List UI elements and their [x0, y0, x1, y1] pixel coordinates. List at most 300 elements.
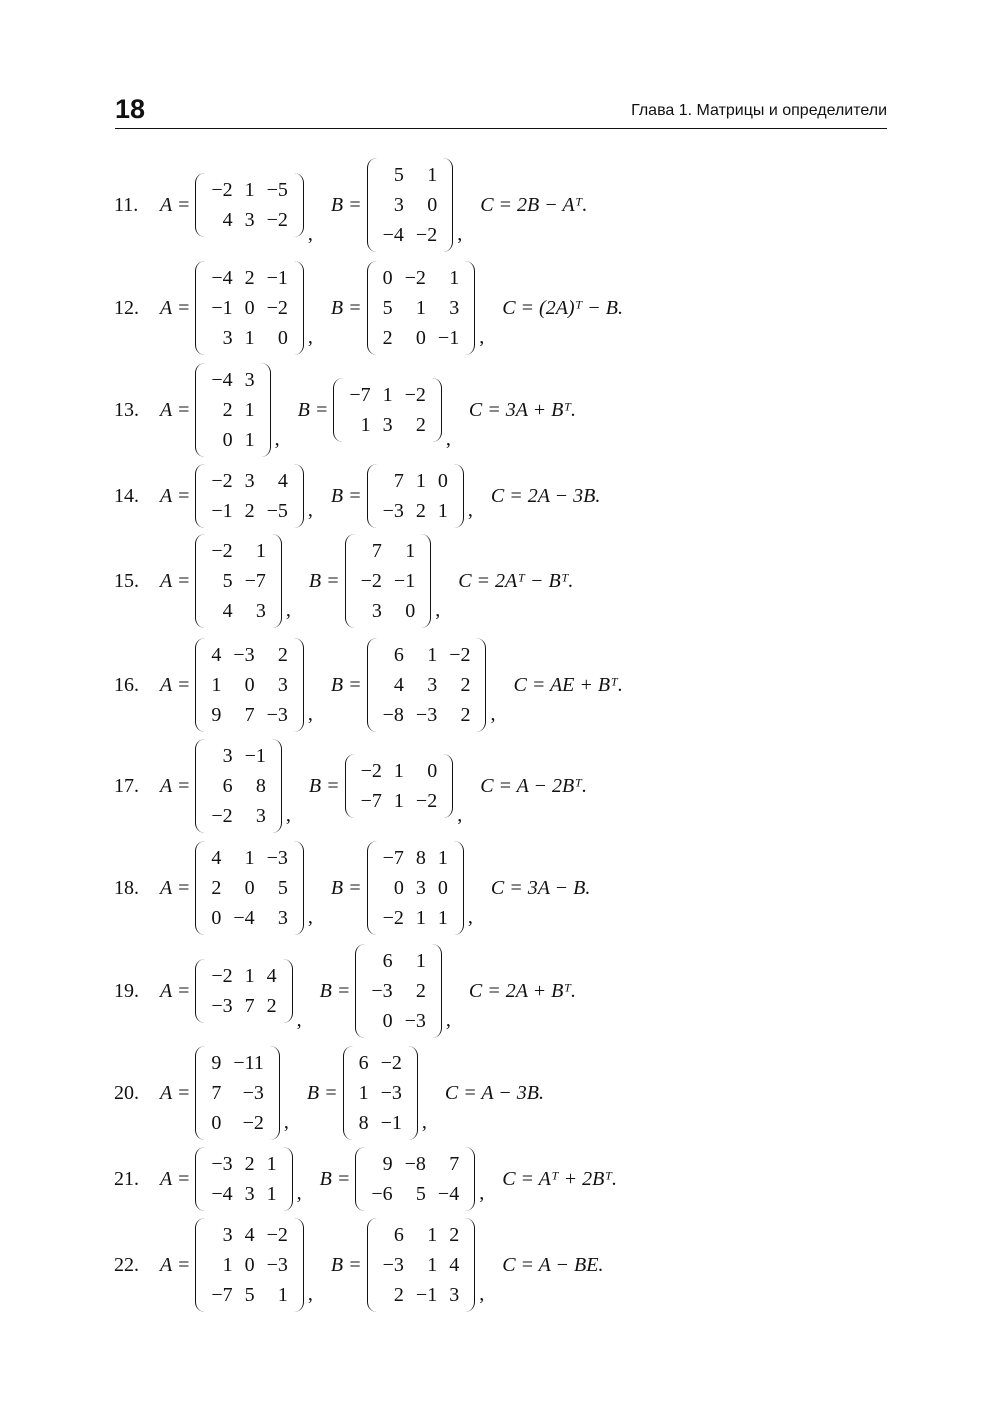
right-paren	[465, 1218, 475, 1312]
matrix-cell: 2	[266, 995, 277, 1017]
left-paren	[367, 1218, 377, 1312]
formula-c: C = 2A − 3B.	[490, 484, 601, 507]
matrix-cell: 3	[222, 327, 233, 349]
matrix-cell: 3	[427, 674, 438, 696]
right-paren	[272, 534, 282, 628]
matrix-b	[367, 464, 464, 528]
matrix-a-body	[205, 739, 272, 833]
matrix-cell: −1	[393, 570, 416, 592]
matrix-cell: 2	[277, 644, 288, 666]
matrix-cell: 6	[222, 775, 233, 797]
matrix-cell: −4	[437, 1183, 460, 1205]
matrix-b-body	[377, 1218, 466, 1312]
comma: ,	[445, 1009, 451, 1031]
right-paren	[454, 464, 464, 528]
comma: ,	[307, 703, 313, 725]
matrix-cell: 4	[222, 600, 233, 622]
comma: ,	[457, 804, 463, 826]
matrix-cell: 1	[437, 500, 448, 522]
problem-number: 13.	[114, 398, 139, 421]
matrix-cell: −7	[244, 570, 266, 592]
left-paren	[195, 363, 205, 457]
matrix-cell: −4	[233, 907, 255, 929]
problem-17	[114, 739, 587, 833]
comma: ,	[479, 326, 485, 348]
matrix-cell: 2	[382, 327, 393, 349]
matrix-cell: −4	[211, 1183, 233, 1205]
matrix-cell: 0	[382, 267, 393, 289]
left-paren	[195, 739, 205, 833]
matrix-cell: 3	[222, 1224, 233, 1246]
matrix-cell: 2	[244, 1153, 255, 1175]
matrix-b-body	[377, 841, 454, 935]
formula-c: C = 2A + Bᵀ.	[468, 979, 577, 1002]
matrix-cell: −8	[382, 704, 404, 726]
matrix-cell: 6	[393, 1224, 404, 1246]
matrix-b	[355, 944, 442, 1038]
matrix-cell: 0	[211, 1112, 222, 1134]
matrix-cell: 1	[211, 674, 222, 696]
comma: ,	[307, 1283, 313, 1305]
matrix-cell: −3	[242, 1082, 264, 1104]
matrix-cell: −4	[382, 224, 404, 246]
matrix-cell: 4	[222, 209, 233, 231]
matrix-cell: 1	[360, 414, 371, 436]
right-paren	[408, 1046, 418, 1140]
matrix-cell: 3	[415, 877, 426, 899]
matrix-a-body	[205, 1147, 282, 1211]
matrix-cell: 7	[449, 1153, 460, 1175]
matrix-cell: 1	[427, 1254, 438, 1276]
matrix-cell: 4	[244, 1224, 255, 1246]
matrix-b-label: B =	[330, 876, 362, 899]
matrix-cell: −1	[266, 267, 288, 289]
matrix-cell: 0	[382, 1010, 393, 1032]
matrix-cell: −2	[266, 209, 288, 231]
left-paren	[355, 944, 365, 1038]
matrix-cell: 3	[255, 805, 266, 827]
matrix-b	[367, 158, 454, 252]
matrix-cell: 3	[382, 414, 393, 436]
matrix-cell: 0	[244, 877, 255, 899]
comma: ,	[274, 428, 280, 450]
matrix-b-label: B =	[330, 673, 362, 696]
formula-c: C = 3A + Bᵀ.	[468, 398, 577, 421]
matrix-b-label: B =	[319, 979, 351, 1002]
matrix-a-label: A =	[160, 673, 191, 696]
problem-20	[114, 1046, 544, 1140]
matrix-cell: −1	[211, 297, 233, 319]
matrix-cell: 4	[393, 674, 404, 696]
matrix-cell: 3	[449, 1284, 460, 1306]
comma: ,	[285, 804, 291, 826]
matrix-cell: −4	[211, 369, 233, 391]
matrix-cell: 1	[449, 267, 460, 289]
matrix-cell: 1	[427, 644, 438, 666]
matrix-a-body	[205, 1046, 270, 1140]
left-paren	[345, 534, 355, 628]
matrix-cell: −2	[415, 224, 438, 246]
matrix-cell: 2	[415, 500, 426, 522]
matrix-cell: 3	[371, 600, 382, 622]
matrix-cell: −3	[266, 704, 288, 726]
matrix-cell: −2	[360, 760, 382, 782]
right-paren	[283, 1147, 293, 1211]
left-paren	[195, 638, 205, 732]
problem-19	[114, 944, 576, 1038]
matrix-cell: −1	[380, 1112, 402, 1134]
matrix-cell: −3	[382, 1254, 404, 1276]
left-paren	[367, 261, 377, 355]
left-paren	[355, 1147, 365, 1211]
matrix-cell: 3	[277, 674, 288, 696]
matrix-b-body	[353, 1046, 408, 1140]
matrix-cell: 1	[393, 760, 404, 782]
matrix-cell: −2	[380, 1052, 402, 1074]
matrix-b-label: B =	[308, 569, 340, 592]
matrix-b-label: B =	[330, 484, 362, 507]
matrix-a	[195, 464, 304, 528]
left-paren	[367, 841, 377, 935]
comma: ,	[467, 906, 473, 928]
problem-16	[114, 638, 623, 732]
right-paren	[454, 841, 464, 935]
matrix-cell: −3	[404, 1010, 426, 1032]
matrix-cell: −4	[211, 267, 233, 289]
matrix-cell: 8	[255, 775, 266, 797]
matrix-b-body	[365, 944, 432, 1038]
matrix-cell: 8	[358, 1112, 369, 1134]
matrix-cell: −2	[404, 267, 426, 289]
right-paren	[294, 841, 304, 935]
matrix-cell: −2	[449, 644, 471, 666]
matrix-a	[195, 841, 304, 935]
matrix-a-label: A =	[160, 1081, 191, 1104]
matrix-cell: −1	[211, 500, 233, 522]
matrix-b	[367, 841, 464, 935]
left-paren	[195, 841, 205, 935]
matrix-a	[195, 534, 282, 628]
matrix-cell: 7	[371, 540, 382, 562]
matrix-cell: −2	[211, 470, 233, 492]
comma: ,	[283, 1111, 289, 1133]
right-paren	[465, 261, 475, 355]
matrix-b	[367, 1218, 476, 1312]
matrix-cell: −2	[266, 1224, 288, 1246]
matrix-cell: −7	[211, 1284, 233, 1306]
left-paren	[195, 534, 205, 628]
matrix-cell: 1	[393, 790, 404, 812]
matrix-cell: 1	[255, 540, 266, 562]
matrix-cell: 2	[449, 1224, 460, 1246]
matrix-b-body	[377, 261, 466, 355]
matrix-cell: 3	[277, 907, 288, 929]
matrix-a-body	[205, 1218, 294, 1312]
left-paren	[195, 1046, 205, 1140]
matrix-b-body	[343, 378, 432, 442]
matrix-cell: 8	[415, 847, 426, 869]
formula-c: C = 2B − Aᵀ.	[480, 193, 588, 216]
problem-12	[114, 261, 623, 355]
matrix-cell: 7	[244, 995, 255, 1017]
matrix-cell: 4	[211, 847, 222, 869]
formula-c: C = A − 3B.	[444, 1081, 544, 1104]
problem-15	[114, 534, 573, 628]
matrix-cell: −7	[360, 790, 382, 812]
problem-11	[114, 158, 587, 252]
chapter-title: Глава 1. Матрицы и определители	[631, 102, 887, 119]
left-paren	[367, 638, 377, 732]
formula-c: C = A − BE.	[502, 1253, 604, 1276]
matrix-b-body	[365, 1147, 465, 1211]
matrix-cell: 3	[222, 745, 233, 767]
matrix-cell: −7	[382, 847, 404, 869]
matrix-a-body	[205, 841, 294, 935]
matrix-a-label: A =	[160, 774, 191, 797]
matrix-a-label: A =	[160, 484, 191, 507]
matrix-cell: 3	[244, 1183, 255, 1205]
matrix-a-label: A =	[160, 1167, 191, 1190]
matrix-cell: 0	[393, 877, 404, 899]
comma: ,	[435, 599, 441, 621]
matrix-cell: 0	[427, 760, 438, 782]
problem-22	[114, 1218, 603, 1312]
left-paren	[195, 1218, 205, 1312]
right-paren	[443, 158, 453, 252]
right-paren	[432, 944, 442, 1038]
matrix-b	[345, 534, 432, 628]
matrix-b-label: B =	[297, 398, 329, 421]
matrix-a-label: A =	[160, 979, 191, 1002]
matrix-cell: 0	[244, 297, 255, 319]
matrix-cell: 2	[393, 1284, 404, 1306]
matrix-cell: 5	[244, 1284, 255, 1306]
comma: ,	[307, 326, 313, 348]
matrix-cell: −2	[360, 570, 382, 592]
right-paren	[476, 638, 486, 732]
formula-c: C = AE + Bᵀ.	[513, 673, 623, 696]
matrix-a-label: A =	[160, 398, 191, 421]
matrix-cell: 7	[244, 704, 255, 726]
problem-number: 17.	[114, 774, 139, 797]
page-number: 18	[115, 94, 146, 124]
matrix-cell: 0	[437, 470, 448, 492]
comma: ,	[307, 499, 313, 521]
left-paren	[333, 378, 343, 442]
matrix-cell: 1	[427, 1224, 438, 1246]
comma: ,	[490, 703, 496, 725]
matrix-cell: −3	[233, 644, 255, 666]
matrix-cell: 4	[211, 644, 222, 666]
comma: ,	[296, 1009, 302, 1031]
left-paren	[345, 754, 355, 818]
right-paren	[421, 534, 431, 628]
formula-c: C = 3A − B.	[490, 876, 591, 899]
right-paren	[272, 739, 282, 833]
matrix-cell: −5	[266, 179, 288, 201]
matrix-cell: 7	[393, 470, 404, 492]
problem-13	[114, 363, 576, 457]
right-paren	[294, 261, 304, 355]
left-paren	[195, 464, 205, 528]
comma: ,	[457, 223, 463, 245]
matrix-cell: 0	[405, 600, 416, 622]
formula-c: C = (2A)ᵀ − B.	[502, 296, 624, 319]
matrix-cell: 1	[244, 847, 255, 869]
matrix-cell: 2	[244, 500, 255, 522]
matrix-a-body	[205, 638, 294, 732]
right-paren	[294, 638, 304, 732]
matrix-b	[345, 754, 454, 818]
matrix-a	[195, 1218, 304, 1312]
matrix-a	[195, 363, 270, 457]
matrix-cell: −3	[380, 1082, 402, 1104]
problem-number: 18.	[114, 876, 139, 899]
right-paren	[465, 1147, 475, 1211]
right-paren	[432, 378, 442, 442]
matrix-cell: −3	[371, 980, 393, 1002]
left-paren	[195, 173, 205, 237]
matrix-cell: 6	[358, 1052, 369, 1074]
problem-number: 20.	[114, 1081, 139, 1104]
problem-number: 16.	[114, 673, 139, 696]
matrix-cell: 5	[382, 297, 393, 319]
matrix-cell: 1	[415, 470, 426, 492]
matrix-a-label: A =	[160, 876, 191, 899]
matrix-cell: −2	[211, 179, 233, 201]
matrix-cell: −1	[415, 1284, 438, 1306]
matrix-b	[343, 1046, 418, 1140]
matrix-cell: −2	[266, 297, 288, 319]
matrix-a	[195, 1147, 292, 1211]
matrix-cell: 1	[427, 164, 438, 186]
matrix-b-label: B =	[330, 296, 362, 319]
matrix-b-label: B =	[330, 193, 362, 216]
comma: ,	[421, 1111, 427, 1133]
matrix-cell: 1	[415, 907, 426, 929]
problem-18	[114, 841, 590, 935]
matrix-a-body	[205, 464, 294, 528]
matrix-cell: 4	[449, 1254, 460, 1276]
matrix-cell: 1	[405, 540, 416, 562]
problem-number: 12.	[114, 296, 139, 319]
matrix-cell: −2	[404, 384, 426, 406]
matrix-cell: −1	[437, 327, 460, 349]
matrix-cell: 0	[244, 674, 255, 696]
matrix-cell: 5	[393, 164, 404, 186]
matrix-cell: 3	[255, 600, 266, 622]
matrix-cell: 1	[244, 399, 255, 421]
right-paren	[270, 1046, 280, 1140]
problem-number: 19.	[114, 979, 139, 1002]
matrix-cell: 0	[222, 429, 233, 451]
matrix-cell: −2	[211, 540, 233, 562]
matrix-cell: −3	[266, 847, 288, 869]
left-paren	[367, 464, 377, 528]
matrix-cell: −6	[371, 1183, 393, 1205]
matrix-b	[333, 378, 442, 442]
matrix-cell: 1	[222, 1254, 233, 1276]
matrix-b	[355, 1147, 475, 1211]
matrix-cell: 2	[244, 267, 255, 289]
matrix-cell: 6	[382, 950, 393, 972]
matrix-cell: 9	[382, 1153, 393, 1175]
matrix-cell: 2	[415, 980, 426, 1002]
matrix-cell: 0	[211, 907, 222, 929]
matrix-b-label: B =	[319, 1167, 351, 1190]
problem-21	[114, 1147, 617, 1211]
matrix-cell: −2	[415, 790, 438, 812]
matrix-a	[195, 739, 282, 833]
matrix-cell: 1	[437, 847, 448, 869]
matrix-cell: −2	[382, 907, 404, 929]
matrix-cell: 3	[244, 209, 255, 231]
matrix-cell: 4	[277, 470, 288, 492]
matrix-b-label: B =	[308, 774, 340, 797]
matrix-cell: −8	[404, 1153, 426, 1175]
left-paren	[195, 1147, 205, 1211]
matrix-cell: 3	[393, 194, 404, 216]
matrix-cell: 1	[244, 327, 255, 349]
matrix-cell: 7	[211, 1082, 222, 1104]
matrix-cell: 1	[277, 1284, 288, 1306]
matrix-cell: 1	[244, 965, 255, 987]
matrix-cell: 3	[449, 297, 460, 319]
matrix-cell: 3	[244, 470, 255, 492]
matrix-cell: 1	[382, 384, 393, 406]
matrix-a	[195, 173, 304, 237]
formula-c: C = Aᵀ + 2Bᵀ.	[502, 1167, 618, 1190]
formula-c: C = A − 2Bᵀ.	[480, 774, 587, 797]
matrix-cell: 2	[211, 877, 222, 899]
matrix-cell: 1	[415, 297, 426, 319]
matrix-a-label: A =	[160, 296, 191, 319]
matrix-cell: −2	[211, 965, 233, 987]
right-paren	[294, 1218, 304, 1312]
matrix-cell: 1	[415, 950, 426, 972]
problem-number: 21.	[114, 1167, 139, 1190]
matrix-cell: −7	[349, 384, 371, 406]
matrix-cell: 5	[222, 570, 233, 592]
matrix-cell: 1	[437, 907, 448, 929]
matrix-cell: −5	[266, 500, 288, 522]
matrix-b-label: B =	[330, 1253, 362, 1276]
matrix-cell: 6	[393, 644, 404, 666]
matrix-cell: −11	[233, 1052, 264, 1074]
matrix-b-body	[355, 534, 422, 628]
comma: ,	[467, 499, 473, 521]
matrix-cell: 1	[266, 1183, 277, 1205]
matrix-cell: 0	[427, 194, 438, 216]
matrix-cell: −1	[244, 745, 266, 767]
comma: ,	[307, 223, 313, 245]
matrix-a-body	[205, 363, 260, 457]
matrix-cell: 2	[415, 414, 426, 436]
comma: ,	[285, 599, 291, 621]
left-paren	[195, 261, 205, 355]
matrix-b	[367, 638, 487, 732]
problem-number: 22.	[114, 1253, 139, 1276]
matrix-cell: 3	[244, 369, 255, 391]
matrix-a	[195, 638, 304, 732]
matrix-cell: 2	[460, 674, 471, 696]
matrix-b-body	[377, 158, 444, 252]
matrix-cell: −3	[382, 500, 404, 522]
matrix-cell: 9	[211, 704, 222, 726]
matrix-a-label: A =	[160, 1253, 191, 1276]
comma: ,	[479, 1283, 485, 1305]
comma: ,	[307, 906, 313, 928]
